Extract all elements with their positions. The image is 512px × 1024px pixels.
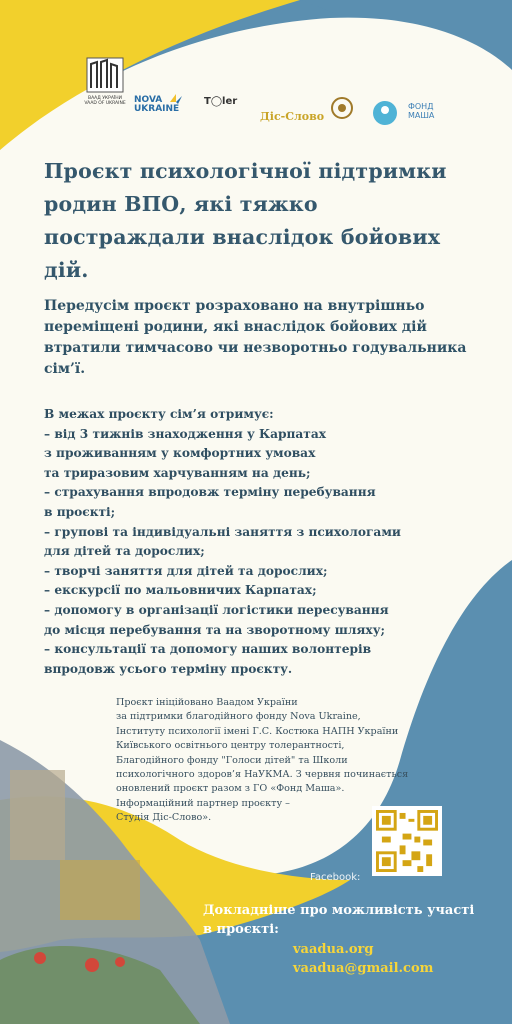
nova-logo-line1: NOVA — [134, 95, 163, 105]
credits-line: Інституту психології імені Г.С. Костюка НАПН України — [116, 725, 399, 737]
more-info-line1: Докладніше про можливість участі — [203, 903, 475, 918]
benefit-line: – екскурсії по мальовничих Карпатах; — [44, 583, 317, 598]
benefit-line: – страхування впродовж терміну перебування — [44, 485, 376, 500]
credits-line: психологічного здоров’я НаУКМА. З червня починається — [116, 769, 409, 781]
intro-paragraph: Передусім проєкт розраховано на внутрішньо переміщені родини, які внаслідок бойових дій втратили тимчасово чи незворотньо годувальника сім’ї. — [44, 298, 467, 377]
benefit-line: з проживанням у комфортних умовах — [44, 446, 316, 461]
benefits-list — [44, 405, 494, 679]
voices-of-children-icon — [372, 100, 398, 126]
website-link[interactable]: vaadua.org — [293, 942, 374, 957]
benefit-line: – творчі заняття для дітей та дорослих; — [44, 563, 328, 578]
tolerance-logo: T◯ler — [204, 96, 238, 107]
more-info-heading — [203, 901, 474, 939]
email-link[interactable]: vaadua@gmail.com — [293, 961, 434, 976]
credits-line: Інформаційний партнер проєкту – — [116, 797, 290, 809]
credits-line: Благодійного фонду "Голоси дітей" та Школи — [116, 754, 348, 766]
benefit-line: до місця перебування та на зворотному шляху; — [44, 622, 385, 637]
credits-line: за підтримки благодійного фонду Nova Ukraine, — [116, 711, 361, 723]
nova-bird-icon — [168, 92, 184, 108]
qr-code-icon — [376, 810, 438, 872]
credits-line: Проєкт ініційовано Ваадом України — [116, 697, 298, 708]
benefit-line: – допомогу в організації логістики пересування — [44, 602, 389, 617]
page-title: Проєкт психологічної підтримки родин ВПО, які тяжко постраждали внаслідок бойових дій. — [44, 159, 447, 282]
fond-logo-line2: МАША — [408, 111, 435, 120]
benefit-line: в проєкті; — [44, 504, 116, 519]
credits-line: Студія Діс-Слово». — [116, 812, 212, 824]
facebook-label: Facebook: — [310, 872, 361, 883]
fond-logo-line1: ФОНД — [408, 102, 434, 111]
benefit-line: та триразовим харчуванням на день; — [44, 465, 311, 480]
fond-masha-logo — [408, 102, 434, 120]
benefit-line: – від 3 тижнів знаходження у Карпатах — [44, 426, 327, 441]
more-info-line2: в проєкті: — [203, 922, 279, 937]
vaad-logo-icon — [85, 54, 125, 96]
benefit-line: – консультації та допомогу наших волонтерів — [44, 642, 372, 657]
benefit-line: впродовж усього терміну проєкту. — [44, 661, 293, 676]
benefit-line: – групові та індивідуальні заняття з психологами — [44, 524, 401, 539]
credits-line: оновлений проєкт разом з ГО «Фонд Маша». — [116, 783, 345, 795]
vaad-logo-caption: ВААД УКРАЇНИ VAAD OF UKRAINE — [84, 96, 126, 106]
qr-code[interactable] — [372, 806, 442, 876]
dis-slovo-logo: Дiс-Слово — [260, 110, 325, 123]
credits-line: Київського освітнього центру толерантності, — [116, 740, 345, 752]
benefit-line: для дітей та дорослих; — [44, 544, 205, 559]
benefits-heading: В межах проєкту сім’я отримує: — [44, 407, 274, 421]
partner-logos — [80, 52, 480, 132]
nova-logo-line2: UKRAINE — [134, 104, 180, 114]
contact-links — [293, 940, 433, 978]
institute-crest-icon — [330, 96, 354, 124]
